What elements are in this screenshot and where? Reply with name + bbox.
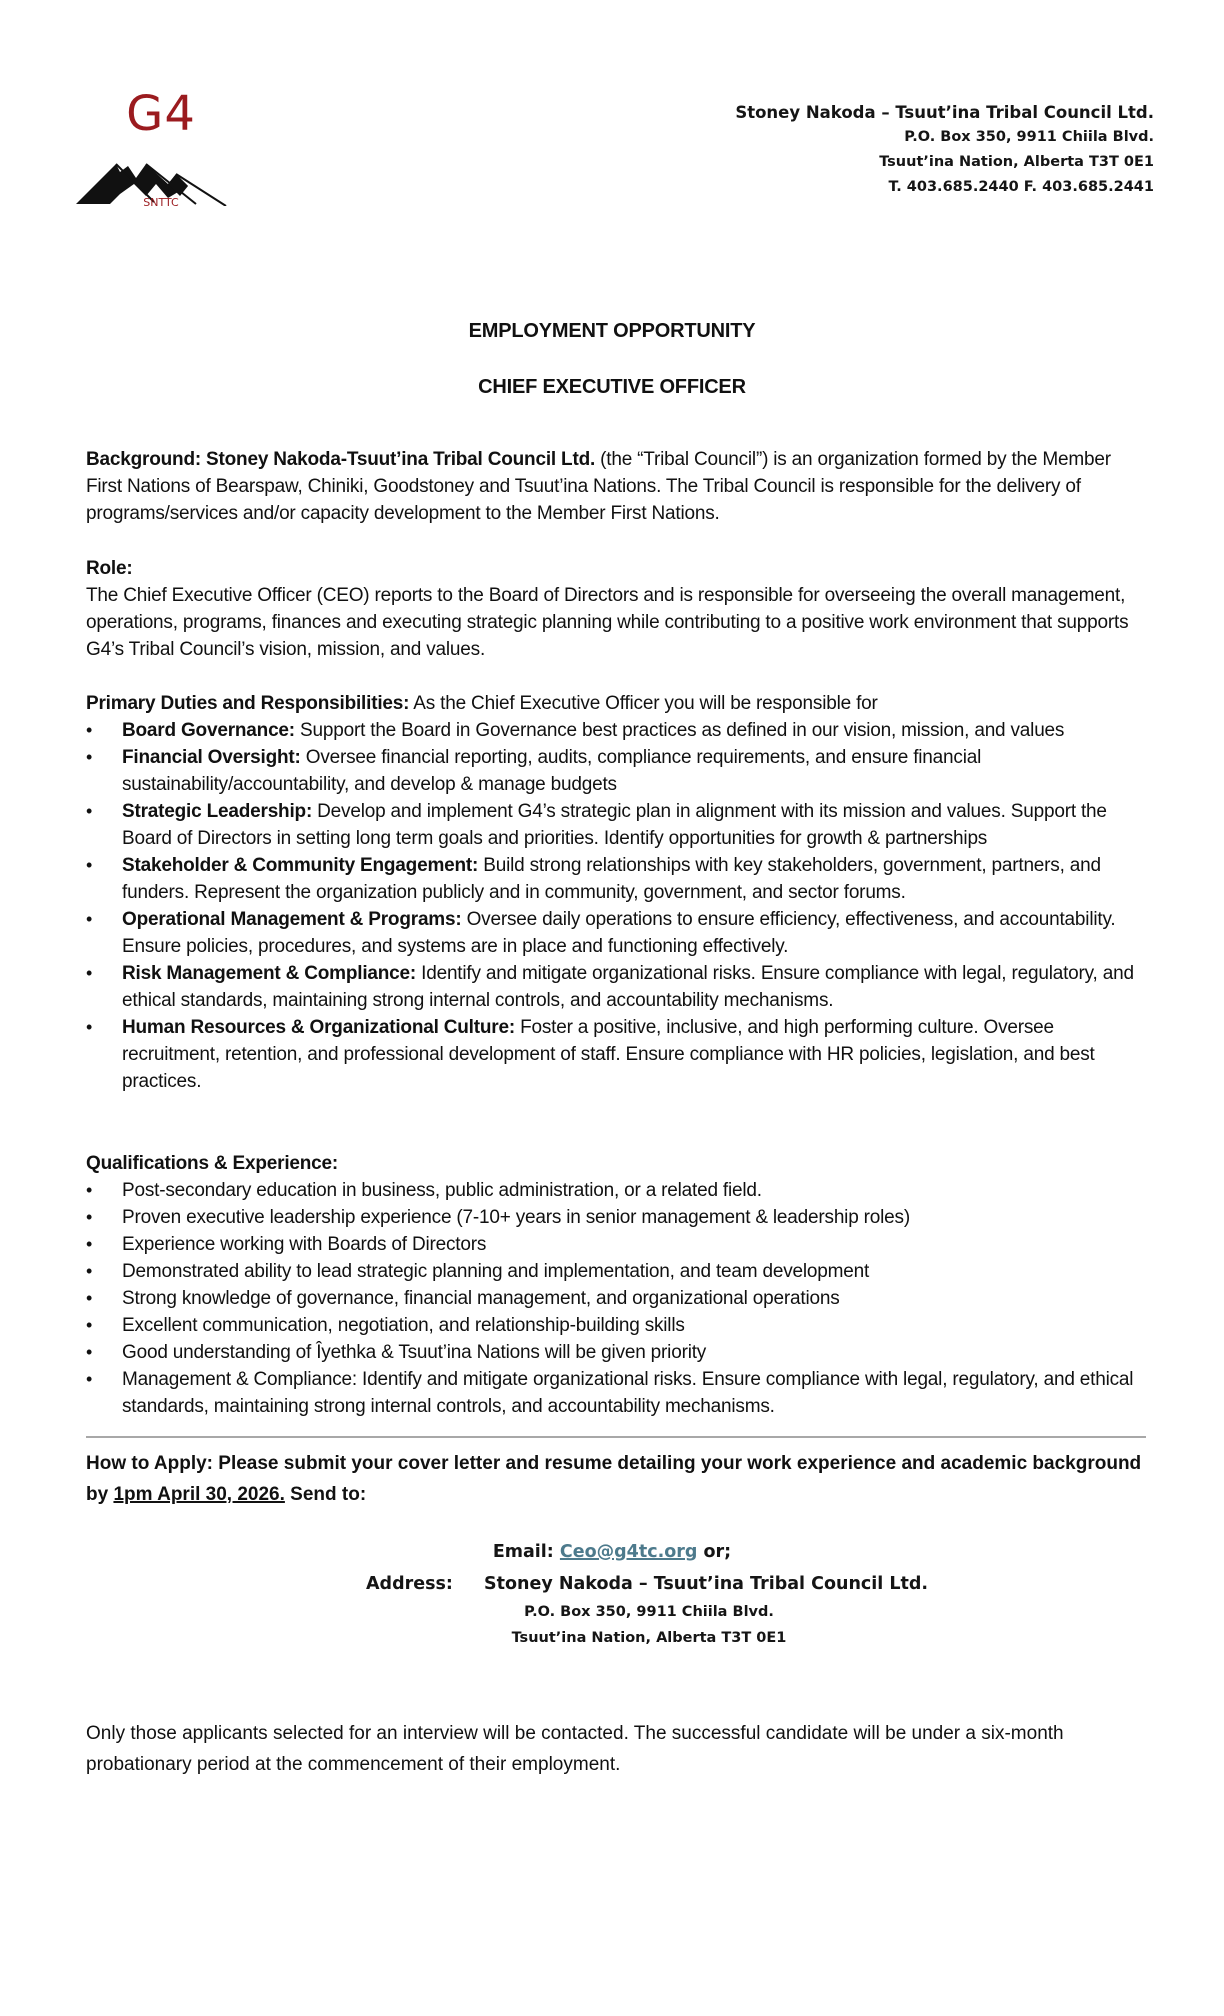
duty-text: Identify and mitigate organizational risks. Ensure compliance with legal, regulatory, and ethical standards, maintaining strong internal controls, and accountability mechanisms. bbox=[122, 963, 1134, 1011]
duties-list bbox=[86, 717, 1146, 1095]
sntc-logo bbox=[76, 86, 248, 214]
role-text: The Chief Executive Officer (CEO) reports to the Board of Directors and is responsible for overseeing the overall management, operations, programs, finances and executing strategic planning while contributing to a positive work environment that supports G4’s Tribal Council’s vision, mission, and values. bbox=[86, 585, 1129, 660]
position-title: CHIEF EXECUTIVE OFFICER bbox=[478, 376, 746, 398]
list-item bbox=[86, 744, 1146, 798]
duty-title: Board Governance: bbox=[122, 720, 295, 741]
duty-title: Operational Management & Programs: bbox=[122, 909, 462, 930]
duty-text: Build strong relationships with key stakeholders, government, partners, and funders. Represent the organization publicly and in community, government, and sector forums. bbox=[122, 855, 1101, 903]
qualifications-label: Qualifications & Experience: bbox=[86, 1153, 339, 1174]
apply-send-to: Send to: bbox=[284, 1484, 367, 1505]
letterhead-address bbox=[735, 100, 1154, 200]
duty-title: Stakeholder & Community Engagement: bbox=[122, 855, 479, 876]
background-label: Background: Stoney Nakoda-Tsuut’ina Tribal Council Ltd. bbox=[86, 449, 596, 470]
duty-title: Strategic Leadership: bbox=[122, 801, 313, 822]
duty-text: Oversee financial reporting, audits, compliance requirements, and ensure financial sustainability/accountability, and develop & manage budgets bbox=[122, 747, 982, 795]
letterhead-org: Stoney Nakoda – Tsuut’ina Tribal Council Ltd. bbox=[735, 103, 1154, 122]
duty-title: Human Resources & Organizational Culture: bbox=[122, 1017, 515, 1038]
section-divider bbox=[86, 1436, 1146, 1438]
list-item bbox=[86, 1014, 1146, 1095]
duties-intro: As the Chief Executive Officer you will be responsible for bbox=[409, 693, 878, 714]
address-line1: P.O. Box 350, 9911 Chiila Blvd. bbox=[524, 1604, 774, 1620]
apply-text: How to Apply: Please submit your cover letter and resume detailing your work experience and academic background by bbox=[86, 1453, 1142, 1505]
duty-title: Risk Management & Compliance: bbox=[122, 963, 417, 984]
background-section bbox=[86, 446, 1146, 527]
how-to-apply bbox=[86, 1448, 1146, 1510]
letterhead-address-line2: Tsuut’ina Nation, Alberta T3T 0E1 bbox=[879, 154, 1154, 170]
list-item bbox=[86, 906, 1146, 960]
email-line bbox=[0, 1542, 1224, 1562]
list-item: • Excellent communication, negotiation, and relationship-building skills bbox=[86, 1312, 1146, 1339]
list-item: • Demonstrated ability to lead strategic planning and implementation, and team development bbox=[86, 1258, 1146, 1285]
duty-text: Oversee daily operations to ensure efficiency, effectiveness, and accountability. Ensure policies, procedures, and systems are in place and functioning effectively. bbox=[122, 909, 1116, 957]
duty-text: Develop and implement G4’s strategic plan in alignment with its mission and values. Support the Board of Directors in setting long term goals and priorities. Identify opportunities for growth & partnerships bbox=[122, 801, 1107, 849]
duty-text: Support the Board in Governance best practices as defined in our vision, mission, and values bbox=[294, 720, 1065, 741]
list-item bbox=[86, 960, 1146, 1014]
list-item: • Proven executive leadership experience (7-10+ years in senior management & leadership roles) bbox=[86, 1204, 1146, 1231]
duty-text: Foster a positive, inclusive, and high performing culture. Oversee recruitment, retention, and professional development of staff. Ensure compliance with HR policies, legislation, and best practices. bbox=[122, 1017, 1095, 1092]
background-text: (the “Tribal Council”) is an organization formed by the Member First Nations of Bearspaw, Chiniki, Goodstoney and Tsuut’ina Nations. The Tribal Council is responsible for the delivery of programs/services and/or capacity development to the Member First Nations. bbox=[86, 449, 1111, 524]
letterhead-address-line1: P.O. Box 350, 9911 Chiila Blvd. bbox=[904, 129, 1154, 145]
duties-section bbox=[86, 690, 1146, 1095]
email-suffix: or; bbox=[697, 1542, 732, 1562]
qualifications-list bbox=[86, 1177, 1146, 1420]
address-line2: Tsuut’ina Nation, Alberta T3T 0E1 bbox=[511, 1630, 787, 1646]
logo-subtitle: SNTTC bbox=[143, 196, 179, 209]
list-item bbox=[86, 717, 1146, 744]
list-item: • Post-secondary education in business, public administration, or a related field. bbox=[86, 1177, 1146, 1204]
list-item bbox=[86, 852, 1146, 906]
duties-label: Primary Duties and Responsibilities: bbox=[86, 693, 410, 714]
address-org: Stoney Nakoda – Tsuut’ina Tribal Council Ltd. bbox=[484, 1574, 929, 1594]
apply-deadline: 1pm April 30, 2026. bbox=[113, 1484, 285, 1505]
list-item: • Experience working with Boards of Directors bbox=[86, 1231, 1146, 1258]
list-item: • Good understanding of Îyethka & Tsuut’ina Nations will be given priority bbox=[86, 1339, 1146, 1366]
logo-mark: G4 bbox=[126, 86, 196, 142]
footer-note: Only those applicants selected for an interview will be contacted. The successful candidate will be under a six-month probationary period at the commencement of their employment. bbox=[86, 1723, 1064, 1775]
role-label: Role: bbox=[86, 558, 133, 579]
list-item: • Management & Compliance: Identify and mitigate organizational risks. Ensure compliance with legal, regulatory, and ethical standards, maintaining strong internal controls, and accountability mechanisms. bbox=[86, 1366, 1146, 1420]
list-item bbox=[86, 798, 1146, 852]
duty-title: Financial Oversight: bbox=[122, 747, 301, 768]
email-label: Email: bbox=[492, 1542, 560, 1562]
email-link[interactable]: Ceo@g4tc.org bbox=[559, 1542, 698, 1562]
qualifications-section bbox=[86, 1150, 1146, 1420]
address-label: Address: bbox=[366, 1574, 453, 1594]
letterhead-phone-fax: T. 403.685.2440 F. 403.685.2441 bbox=[888, 179, 1154, 195]
role-section bbox=[86, 555, 1146, 663]
list-item: • Strong knowledge of governance, financial management, and organizational operations bbox=[86, 1285, 1146, 1312]
page-title: EMPLOYMENT OPPORTUNITY bbox=[468, 320, 756, 342]
